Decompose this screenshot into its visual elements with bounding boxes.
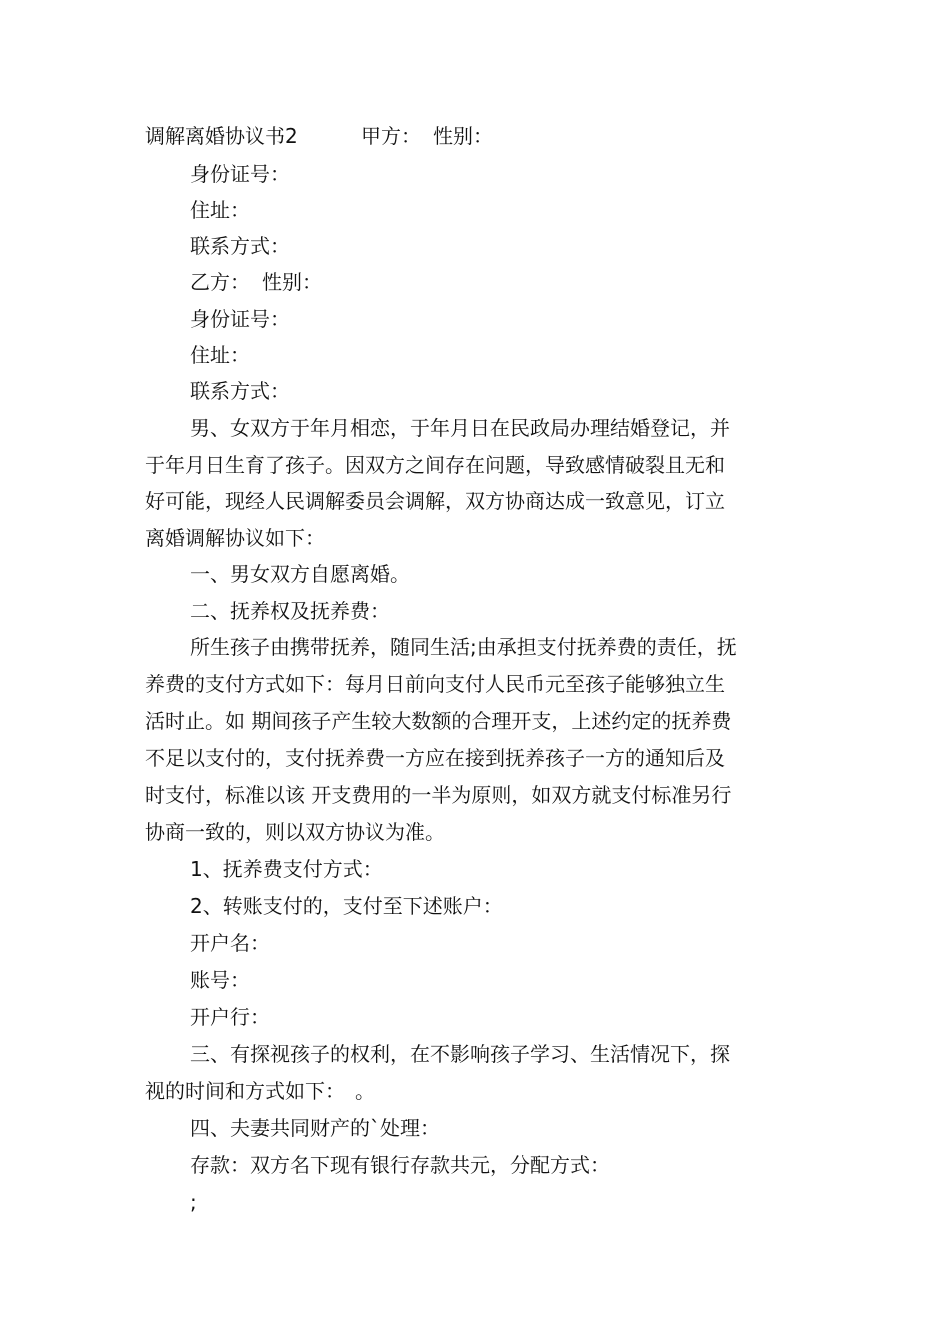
text: 协商一致的，则以双方协议为准。 <box>145 820 445 844</box>
party-b-label: 乙方： <box>190 270 250 294</box>
paragraph-line <box>0 410 950 447</box>
paragraph-line <box>0 447 950 484</box>
text: ; <box>190 1190 197 1214</box>
party-b-line <box>0 264 950 301</box>
text: 所生孩子由携带抚养，随同生活;由承担支付抚养费的责任，抚 <box>190 635 737 659</box>
text: 联系方式： <box>190 379 290 403</box>
party-a-gender-label: 性别： <box>433 124 493 148</box>
clause-one <box>0 556 950 593</box>
text: 离婚调解协议如下： <box>145 526 325 550</box>
party-a-id-line <box>0 156 950 193</box>
title-line <box>0 118 950 155</box>
semicolon-line <box>0 1184 950 1221</box>
party-a-contact-line <box>0 228 950 265</box>
party-b-gender-label: 性别： <box>262 270 322 294</box>
text: 于年月日生育了孩子。因双方之间存在问题，导致感情破裂且无和 <box>145 453 725 477</box>
text: 一、男女双方自愿离婚。 <box>190 562 410 586</box>
party-b-address-line <box>0 337 950 374</box>
account-number-line <box>0 962 950 999</box>
text: 存款：双方名下现有银行存款共元，分配方式： <box>190 1153 610 1177</box>
text: 时支付，标准以该 开支费用的一半为原则，如双方就支付标准另行 <box>145 783 732 807</box>
paragraph-line <box>0 520 950 557</box>
text: 开户行： <box>190 1005 270 1029</box>
party-b-id-line <box>0 301 950 338</box>
text: 住址： <box>190 343 250 367</box>
clause-four <box>0 1110 950 1147</box>
paragraph-line <box>0 703 950 740</box>
text: 三、有探视孩子的权利，在不影响孩子学习、生活情况下，探 <box>190 1042 730 1066</box>
party-b-contact-line <box>0 373 950 410</box>
text: 活时止。如 期间孩子产生较大数额的合理开支，上述约定的抚养费 <box>145 709 732 733</box>
clause-three <box>0 1036 950 1073</box>
paragraph-line <box>0 666 950 703</box>
paragraph-line <box>0 1073 950 1110</box>
text: 好可能，现经人民调解委员会调解，双方协商达成一致意见，订立 <box>145 489 725 513</box>
document-title: 调解离婚协议书2 <box>145 124 298 148</box>
text: 二、抚养权及抚养费： <box>190 599 390 623</box>
paragraph-line <box>0 483 950 520</box>
text: 养费的支付方式如下：每月日前向支付人民币元至孩子能够独立生 <box>145 672 725 696</box>
paragraph-line <box>0 814 950 851</box>
paragraph-line <box>0 777 950 814</box>
text: 四、夫妻共同财产的`处理： <box>190 1116 440 1140</box>
text: 联系方式： <box>190 234 290 258</box>
text: 身份证号： <box>190 307 290 331</box>
clause-two <box>0 593 950 630</box>
text: 视的时间和方式如下： 。 <box>145 1079 375 1103</box>
paragraph-line <box>0 740 950 777</box>
text: 1、抚养费支付方式： <box>190 857 383 881</box>
bank-line <box>0 999 950 1036</box>
text: 住址： <box>190 198 250 222</box>
text: 开户名： <box>190 931 270 955</box>
text: 账号： <box>190 968 250 992</box>
text: 男、女双方于年月相恋，于年月日在民政局办理结婚登记，并 <box>190 416 730 440</box>
account-name-line <box>0 925 950 962</box>
text: 身份证号： <box>190 162 290 186</box>
paragraph-line <box>0 629 950 666</box>
party-a-address-line <box>0 192 950 229</box>
text: 2、转账支付的，支付至下述账户： <box>190 894 503 918</box>
text: 不足以支付的，支付抚养费一方应在接到抚养孩子一方的通知后及 <box>145 746 725 770</box>
sub-item-2 <box>0 888 950 925</box>
sub-item-1 <box>0 851 950 888</box>
deposit-line <box>0 1147 950 1184</box>
party-a-label: 甲方： <box>361 124 421 148</box>
